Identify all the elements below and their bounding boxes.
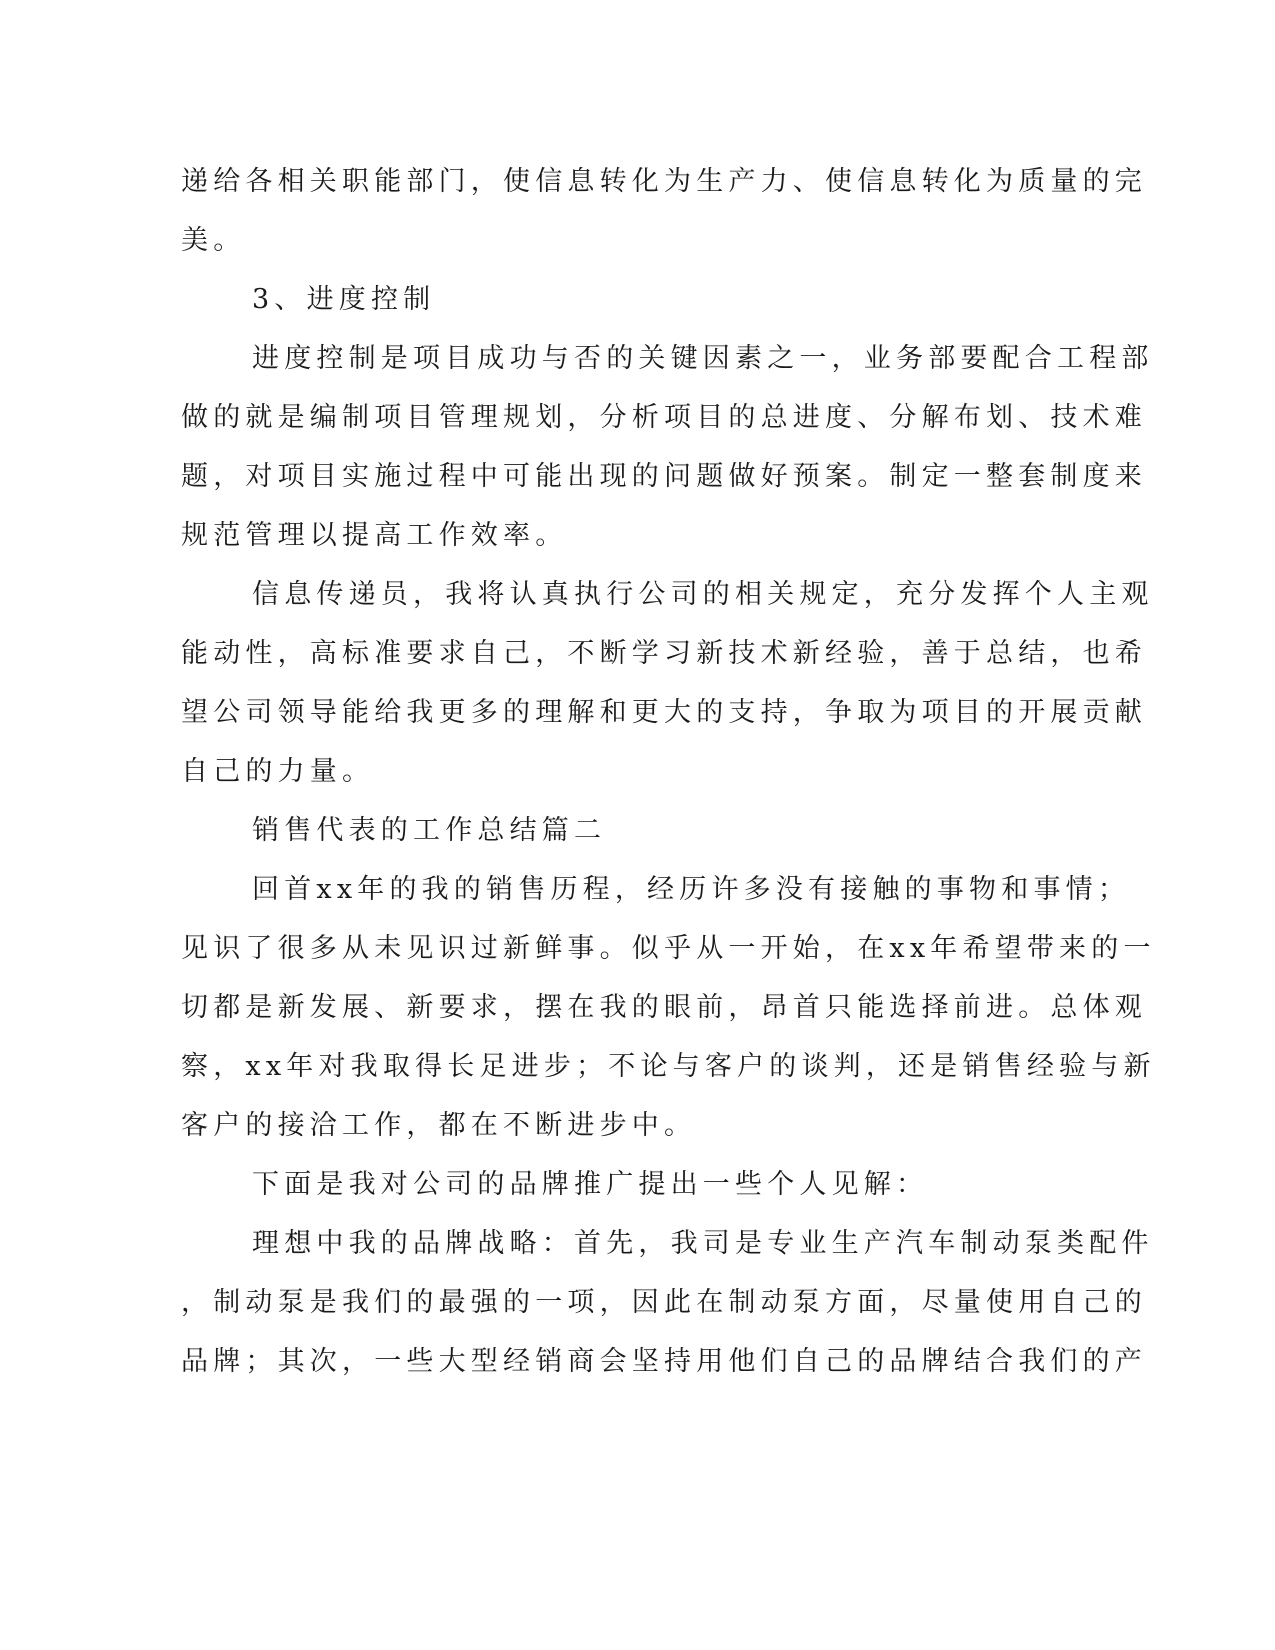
text-line: 望公司领导能给我更多的理解和更大的支持，争取为项目的开展贡献 <box>181 697 1147 728</box>
text-line: 规范管理以提高工作效率。 <box>181 520 568 551</box>
text-line: 做的就是编制项目管理规划，分析项目的总进度、分解布划、技术难 <box>181 402 1147 433</box>
paragraph-first-line: 下面是我对公司的品牌推广提出一些个人见解： <box>252 1169 929 1200</box>
paragraph-first-line: 理想中我的品牌战略：首先，我司是专业生产汽车制动泵类配件 <box>252 1228 1154 1259</box>
text-line: 察，xx年对我取得长足进步；不论与客户的谈判，还是销售经验与新 <box>181 1051 1156 1082</box>
article-subtitle: 销售代表的工作总结篇二 <box>252 815 607 846</box>
paragraph-first-line: 进度控制是项目成功与否的关键因素之一，业务部要配合工程部 <box>252 343 1154 374</box>
text-line: 自己的力量。 <box>181 756 375 787</box>
text-line: 题，对项目实施过程中可能出现的问题做好预案。制定一整套制度来 <box>181 461 1147 492</box>
section-heading: 3、进度控制 <box>252 284 436 315</box>
paragraph-first-line: 信息传递员，我将认真执行公司的相关规定，充分发挥个人主观 <box>252 579 1154 610</box>
text-line: 能动性，高标准要求自己，不断学习新技术新经验，善于总结，也希 <box>181 638 1147 669</box>
text-line: 美。 <box>181 225 246 256</box>
text-line: 见识了很多从未见识过新鲜事。似乎从一开始，在xx年希望带来的一 <box>181 933 1156 964</box>
paragraph-first-line: 回首xx年的我的销售历程，经历许多没有接触的事物和事情； <box>252 874 1131 905</box>
text-line: 品牌；其次，一些大型经销商会坚持用他们自己的品牌结合我们的产 <box>181 1346 1147 1377</box>
text-line: 递给各相关职能部门，使信息转化为生产力、使信息转化为质量的完 <box>181 166 1147 197</box>
text-line: ，制动泵是我们的最强的一项，因此在制动泵方面，尽量使用自己的 <box>181 1287 1147 1318</box>
text-line: 切都是新发展、新要求，摆在我的眼前，昂首只能选择前进。总体观 <box>181 992 1147 1023</box>
text-line: 客户的接洽工作，都在不断进步中。 <box>181 1110 697 1141</box>
